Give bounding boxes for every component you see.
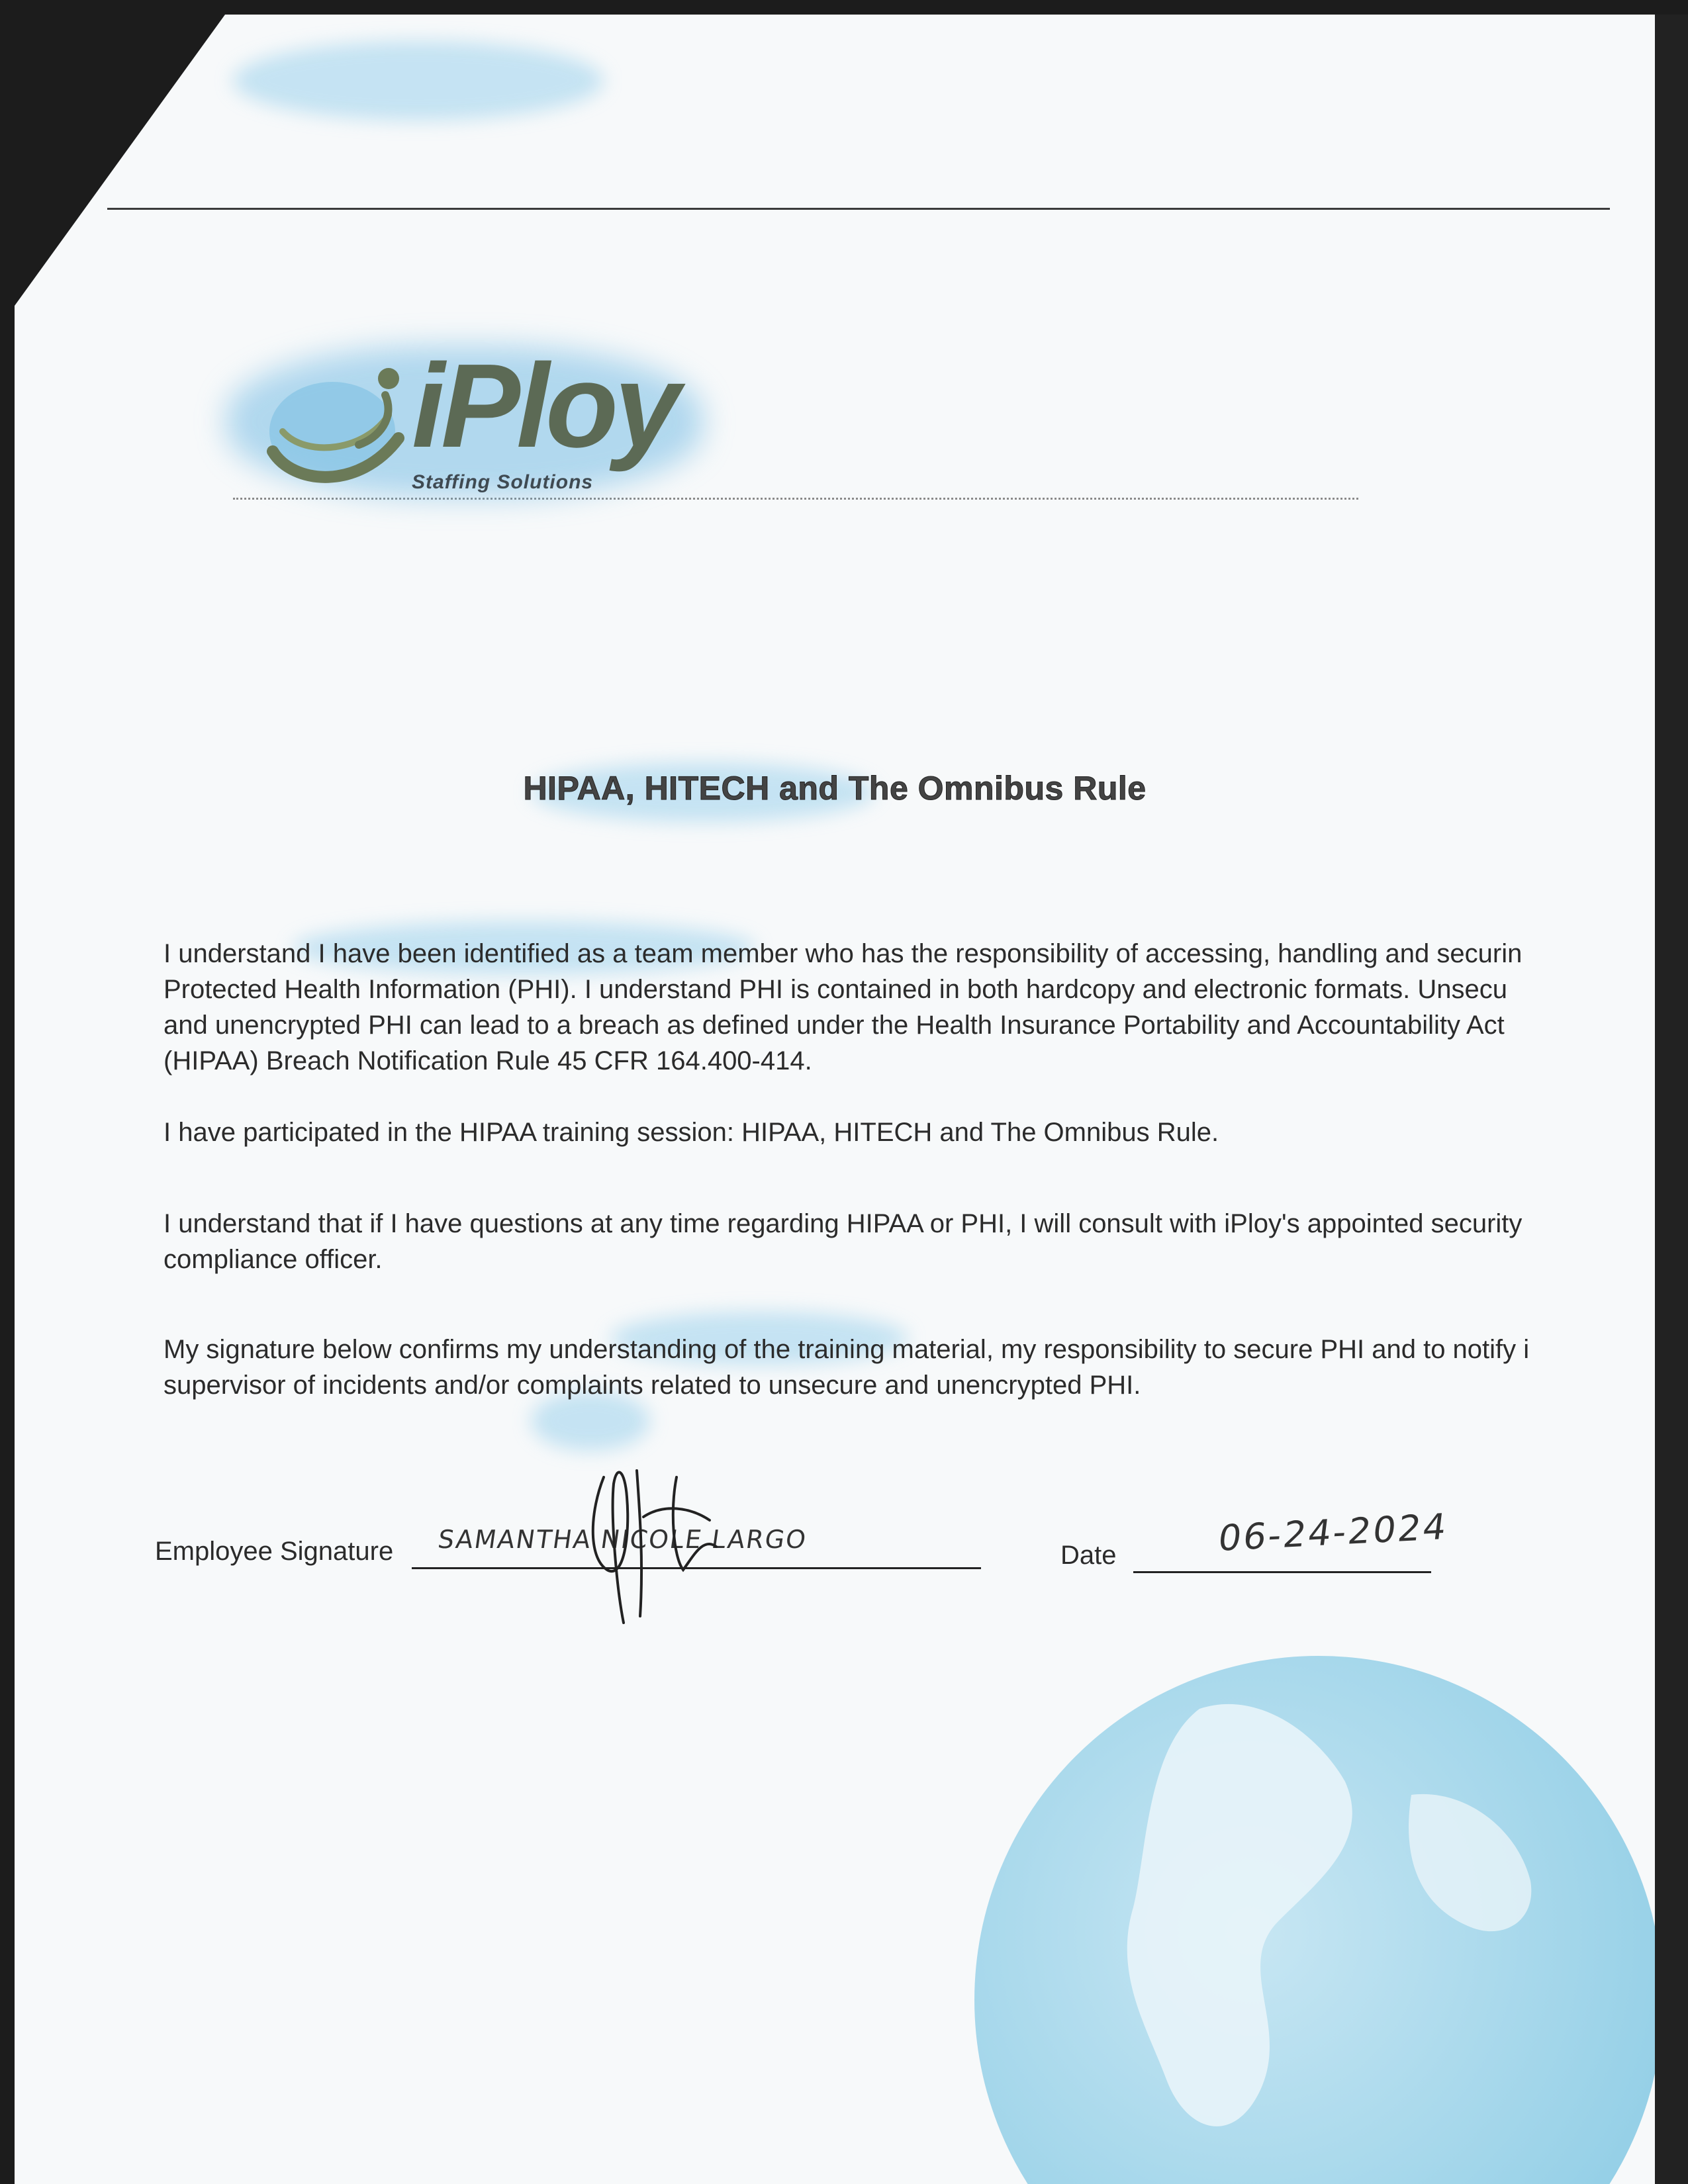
globe-watermark-icon <box>948 1629 1655 2184</box>
text-line: I understand I have been identified as a team member who has the responsibility of accessing, handling and securin <box>164 939 1523 968</box>
logo-tagline: Staffing Solutions <box>412 471 594 493</box>
printed-name-handwritten: SAMANTHA NICOLE LARGO <box>436 1525 810 1554</box>
text-line: I understand that if I have questions at any time regarding HIPAA or PHI, I will consult with iPloy's appointed security <box>164 1209 1523 1238</box>
logo-wordmark: iPloy <box>412 340 677 473</box>
swoosh-figure-icon <box>253 352 418 491</box>
header-rule <box>107 208 1610 210</box>
paragraph-questions <box>164 1206 1655 1277</box>
date-line <box>1133 1571 1431 1573</box>
text-line: My signature below confirms my understanding of the training material, my responsibility to secure PHI and to notify i <box>164 1335 1530 1364</box>
scan-top-edge <box>0 0 1688 15</box>
text-line: compliance officer. <box>164 1245 383 1274</box>
text-line: I have participated in the HIPAA training session: HIPAA, HITECH and The Omnibus Rule. <box>164 1118 1219 1147</box>
paragraph-responsibility <box>164 936 1655 1079</box>
date-handwritten: 06-24-2024 <box>1215 1506 1451 1559</box>
date-label: Date <box>1060 1541 1117 1570</box>
paragraph-training <box>164 1115 1655 1150</box>
document-title: HIPAA, HITECH and The Omnibus Rule <box>523 770 1147 807</box>
text-line: Protected Health Information (PHI). I understand PHI is contained in both hardcopy and electronic formats. Unsecu <box>164 975 1507 1004</box>
paragraph-confirmation <box>164 1332 1655 1403</box>
document-page <box>15 15 1655 2184</box>
company-logo <box>240 339 716 511</box>
text-line: supervisor of incidents and/or complaints related to unsecure and unencrypted PHI. <box>164 1371 1141 1400</box>
text-line: and unencrypted PHI can lead to a breach as defined under the Health Insurance Portability and Accountability Act <box>164 1011 1505 1040</box>
folded-corner-shadow <box>15 15 225 306</box>
handwritten-signature <box>577 1457 736 1629</box>
scan-right-edge <box>1655 15 1688 2184</box>
employee-signature-label: Employee Signature <box>155 1537 394 1566</box>
text-line: (HIPAA) Breach Notification Rule 45 CFR 164.400-414. <box>164 1046 812 1075</box>
toner-smudge <box>233 41 604 120</box>
